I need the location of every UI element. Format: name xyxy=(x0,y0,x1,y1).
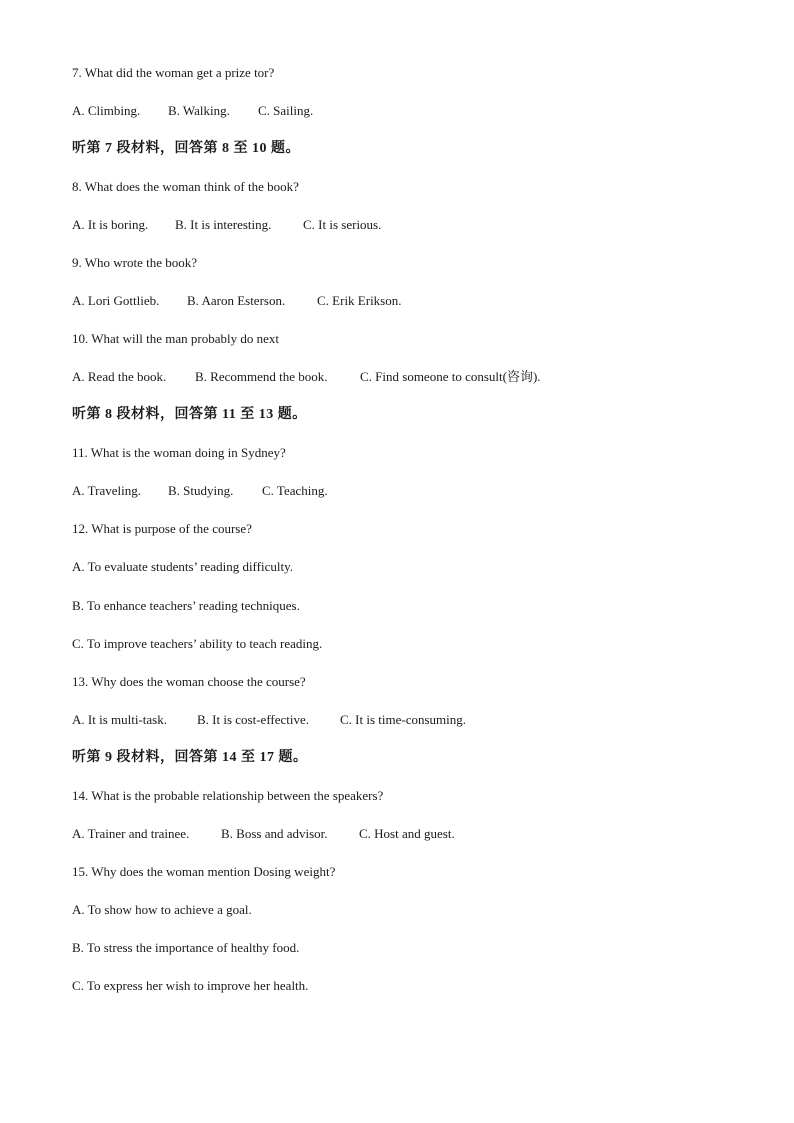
option-a: A. It is boring. xyxy=(72,217,149,232)
option-a: A. Read the book. xyxy=(72,369,167,384)
option-a: A. Traveling. xyxy=(72,483,141,498)
question-15: 15. Why does the woman mention Dosing weight? xyxy=(72,864,336,879)
option-b: B. Boss and advisor. xyxy=(221,826,328,841)
option-b: B. Recommend the book. xyxy=(195,369,328,384)
section-heading-7: 听第 7 段材料，回答第 8 至 10 题。 xyxy=(72,141,300,156)
options-q14 xyxy=(72,826,455,842)
question-7: 7. What did the woman get a prize tor? xyxy=(72,65,275,80)
options-q10 xyxy=(72,369,541,385)
option-b: B. It is interesting. xyxy=(175,217,272,232)
question-9: 9. Who wrote the book? xyxy=(72,255,198,270)
option-c: C. It is time-consuming. xyxy=(340,712,467,727)
question-10: 10. What will the man probably do next xyxy=(72,331,279,346)
option-15a: A. To show how to achieve a goal. xyxy=(72,902,252,917)
option-a: A. Climbing. xyxy=(72,103,141,118)
section-heading-9: 听第 9 段材料，回答第 14 至 17 题。 xyxy=(72,750,308,765)
option-a: A. Trainer and trainee. xyxy=(72,826,190,841)
option-c: C. Host and guest. xyxy=(359,826,455,841)
options-q13 xyxy=(72,712,466,728)
options-q11 xyxy=(72,483,328,499)
option-a: A. Lori Gottlieb. xyxy=(72,293,160,308)
option-12a: A. To evaluate students’ reading difficulty. xyxy=(72,559,293,574)
question-11: 11. What is the woman doing in Sydney? xyxy=(72,445,286,460)
section-heading-8: 听第 8 段材料，回答第 11 至 13 题。 xyxy=(72,407,307,422)
options-q7 xyxy=(72,103,313,119)
option-c: C. Find someone to consult(咨询). xyxy=(360,369,541,384)
options-q8 xyxy=(72,217,381,233)
question-8: 8. What does the woman think of the book? xyxy=(72,179,299,194)
option-15b: B. To stress the importance of healthy food. xyxy=(72,940,300,955)
option-c: C. Sailing. xyxy=(258,103,314,118)
option-b: B. Studying. xyxy=(168,483,234,498)
option-b: B. It is cost-effective. xyxy=(197,712,310,727)
option-c: C. It is serious. xyxy=(303,217,382,232)
option-15c: C. To express her wish to improve her health. xyxy=(72,978,309,993)
option-12b: B. To enhance teachers’ reading techniques. xyxy=(72,598,300,613)
option-c: C. Erik Erikson. xyxy=(317,293,402,308)
option-b: B. Walking. xyxy=(168,103,230,118)
question-14: 14. What is the probable relationship between the speakers? xyxy=(72,788,384,803)
option-12c: C. To improve teachers’ ability to teach reading. xyxy=(72,636,323,651)
option-c: C. Teaching. xyxy=(262,483,328,498)
option-a: A. It is multi-task. xyxy=(72,712,167,727)
option-b: B. Aaron Esterson. xyxy=(187,293,286,308)
question-13: 13. Why does the woman choose the course? xyxy=(72,674,306,689)
question-12: 12. What is purpose of the course? xyxy=(72,521,252,536)
options-q9 xyxy=(72,293,402,309)
